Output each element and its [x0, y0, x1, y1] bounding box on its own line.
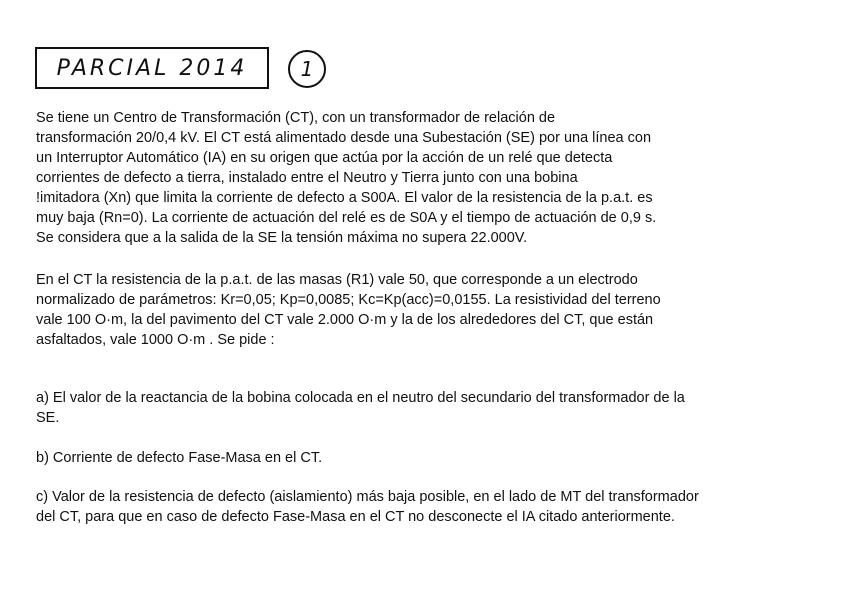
question-b: [36, 448, 322, 468]
text-line: a) El valor de la reactancia de la bobina colocada en el neutro del secundario del transformador de la: [36, 390, 685, 406]
text-line: corrientes de defecto a tierra, instalado entre el Neutro y Tierra junto con una bobina: [36, 170, 578, 186]
problem-number-circle: [288, 50, 326, 88]
question-a: [36, 388, 685, 428]
text-line: c) Valor de la resistencia de defecto (aislamiento) más baja posible, en el lado de MT del transformador: [36, 489, 699, 505]
text-line: normalizado de parámetros: Kr=0,05; Kp=0,0085; Kc=Kp(acc)=0,0155. La resistividad del terreno: [36, 292, 661, 308]
question-c: [36, 487, 699, 527]
title-box: [35, 47, 269, 89]
text-line: asfaltados, vale 1000 O·m . Se pide :: [36, 332, 275, 348]
text-line: En el CT la resistencia de la p.a.t. de las masas (R1) vale 50, que corresponde a un electrodo: [36, 272, 638, 288]
statement-paragraph-2: [36, 270, 661, 350]
statement-paragraph-1: [36, 108, 656, 248]
text-line: vale 100 O·m, la del pavimento del CT vale 2.000 O·m y la de los alrededores del CT, que están: [36, 312, 654, 328]
text-line: SE.: [36, 410, 60, 426]
text-line: transformación 20/0,4 kV. El CT está alimentado desde una Subestación (SE) por una línea con: [36, 130, 652, 146]
text-line: !imitadora (Xn) que limita la corriente de defecto a S00A. El valor de la resistencia de la p.a.t. es: [36, 190, 653, 206]
text-line: un Interruptor Automático (IA) en su origen que actúa por la acción de un relé que detecta: [36, 150, 613, 166]
text-line: muy baja (Rn=0). La corriente de actuación del relé es de S0A y el tiempo de actuación de 0,9 s.: [36, 210, 657, 226]
text-line: b) Corriente de defecto Fase-Masa en el CT.: [36, 450, 323, 466]
problem-number: 1: [300, 57, 314, 81]
text-line: Se considera que a la salida de la SE la tensión máxima no supera 22.000V.: [36, 230, 528, 246]
text-line: del CT, para que en caso de defecto Fase-Masa en el CT no desconecte el IA citado anteriormente.: [36, 509, 675, 525]
text-line: Se tiene un Centro de Transformación (CT), con un transformador de relación de: [36, 110, 556, 126]
page-title: PARCIAL 2014: [56, 55, 248, 81]
